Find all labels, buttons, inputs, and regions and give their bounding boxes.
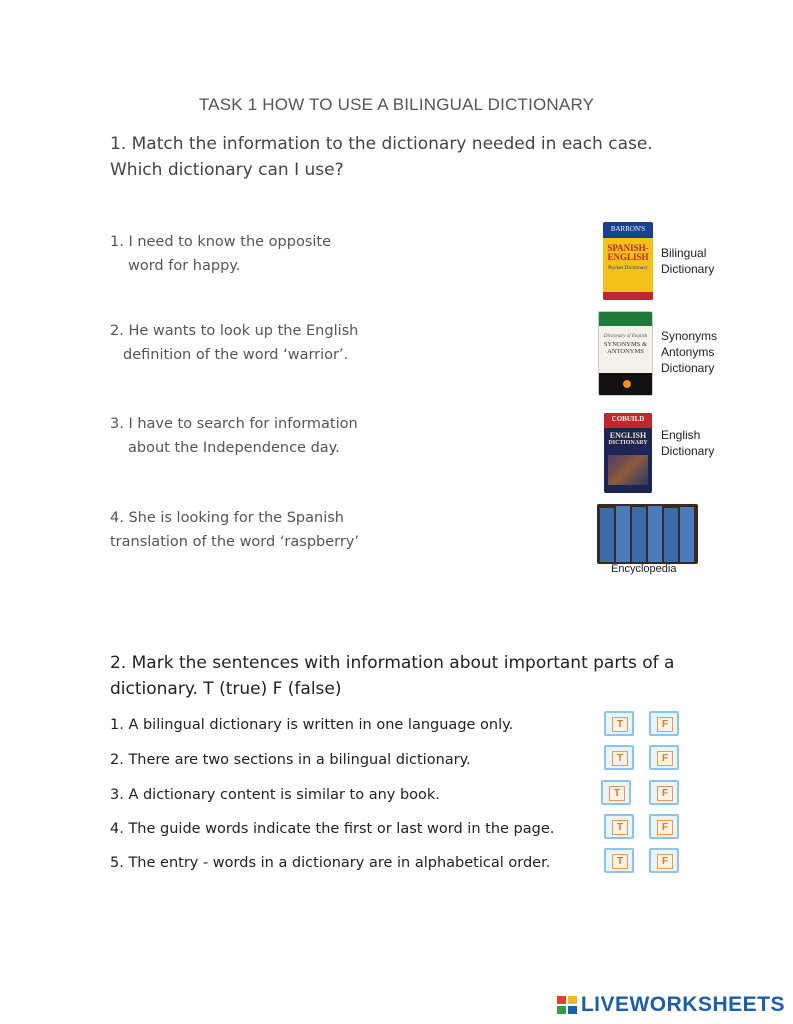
dictionary-label-line: English [661,428,701,442]
true-label: T [612,751,628,766]
book-title-line: ENGLISH [607,252,649,263]
match-item-text: translation of the word ‘raspberry’ [110,534,360,550]
book-title-line: SPANISH- [607,243,649,253]
match-item-4 [110,506,359,554]
book-title-line: ANTONYMS [607,348,644,356]
dictionary-label-line: Bilingual [661,246,707,260]
false-button-5[interactable] [649,848,679,873]
match-item-text: definition of the word ‘warrior’. [123,347,349,363]
dictionary-label-line: Antonyms [661,345,715,359]
true-label: T [612,717,628,732]
section1-heading [110,131,653,183]
book-cover-image [608,455,648,485]
true-label: T [612,854,628,869]
statement-4: 4. The guide words indicate the first or last word in the page. [110,821,555,837]
statement-5: 5. The entry - words in a dictionary are in alphabetical order. [110,855,551,871]
true-button-5[interactable] [604,848,634,873]
publisher-logo-icon [623,380,631,388]
english-dictionary-book-icon[interactable] [604,413,652,493]
book-title-line: ENGLISH [609,431,647,440]
section2-heading-line1: 2. Mark the sentences with information about important parts of a [110,653,675,673]
book-spine [600,508,614,562]
book-spine [632,507,646,562]
bilingual-dictionary-book-icon[interactable] [603,222,653,300]
dictionary-label-line: Synonyms [661,329,718,343]
true-label: T [609,786,625,801]
page-title: TASK 1 HOW TO USE A BILINGUAL DICTIONARY [198,95,595,114]
dictionary-label-encyclopedia: Encyclopedia [611,563,677,575]
statement-3: 3. A dictionary content is similar to any book. [110,787,440,803]
book-subtitle: Pocket Dictionary [608,264,648,271]
book-band [603,222,653,238]
true-label: T [612,820,628,835]
book-spine [664,508,678,562]
section2-heading-line2: dictionary. T (true) F (false) [110,679,342,699]
book-band [603,292,653,300]
false-button-2[interactable] [649,745,679,770]
match-item-2 [110,319,358,367]
dictionary-label-bilingual [661,245,714,277]
dictionary-label-line: Dictionary [661,262,715,276]
false-label: F [657,717,673,732]
book-band [599,373,653,395]
false-button-4[interactable] [649,814,679,839]
synonyms-dictionary-book-icon[interactable] [598,311,653,396]
liveworksheets-brand[interactable] [581,993,785,1017]
liveworksheets-logo-icon [557,996,577,1014]
book-band [604,413,652,428]
false-button-1[interactable] [649,711,679,736]
statement-2: 2. There are two sections in a bilingual dictionary. [110,752,471,768]
dictionary-label-english [661,427,714,459]
match-item-text: word for happy. [128,258,241,274]
false-label: F [657,786,673,801]
book-publisher: BARRON'S [610,225,646,233]
dictionary-label-line: Dictionary [661,361,715,375]
false-label: F [657,854,673,869]
encyclopedia-books-icon[interactable] [597,504,698,564]
match-item-3 [110,412,358,460]
book-title-line: SYNONYMS & [603,341,648,349]
dictionary-label-synonyms [661,328,717,376]
dictionary-label-line: Dictionary [661,444,715,458]
false-label: F [657,751,673,766]
book-subtitle: Dictionary of English [603,334,648,339]
book-spine [680,507,694,562]
true-button-4[interactable] [604,814,634,839]
book-spine [648,506,662,562]
true-button-2[interactable] [604,745,634,770]
section1-heading-line1: 1. Match the information to the dictionary needed in each case. [110,134,653,154]
false-button-3[interactable] [649,780,679,805]
true-button-3[interactable] [601,780,631,805]
match-item-text: 3. I have to search for information [110,416,358,432]
book-spine [616,506,630,562]
match-item-text: 4. She is looking for the Spanish [110,510,344,526]
true-button-1[interactable] [604,711,634,736]
section1-heading-line2: Which dictionary can I use? [110,160,344,180]
brand-text: LIVEWORKSHEETS [580,993,785,1016]
section2-heading [110,650,674,702]
book-title-line: DICTIONARY [608,440,648,447]
match-item-text: 2. He wants to look up the English [110,323,359,339]
statement-1: 1. A bilingual dictionary is written in one language only. [110,717,514,733]
book-band [599,312,652,326]
match-item-text: 1. I need to know the opposite [110,234,332,250]
match-item-text: about the Independence day. [128,440,340,456]
match-item-1 [110,230,331,278]
book-publisher: COBUILD [611,415,645,423]
false-label: F [657,820,673,835]
